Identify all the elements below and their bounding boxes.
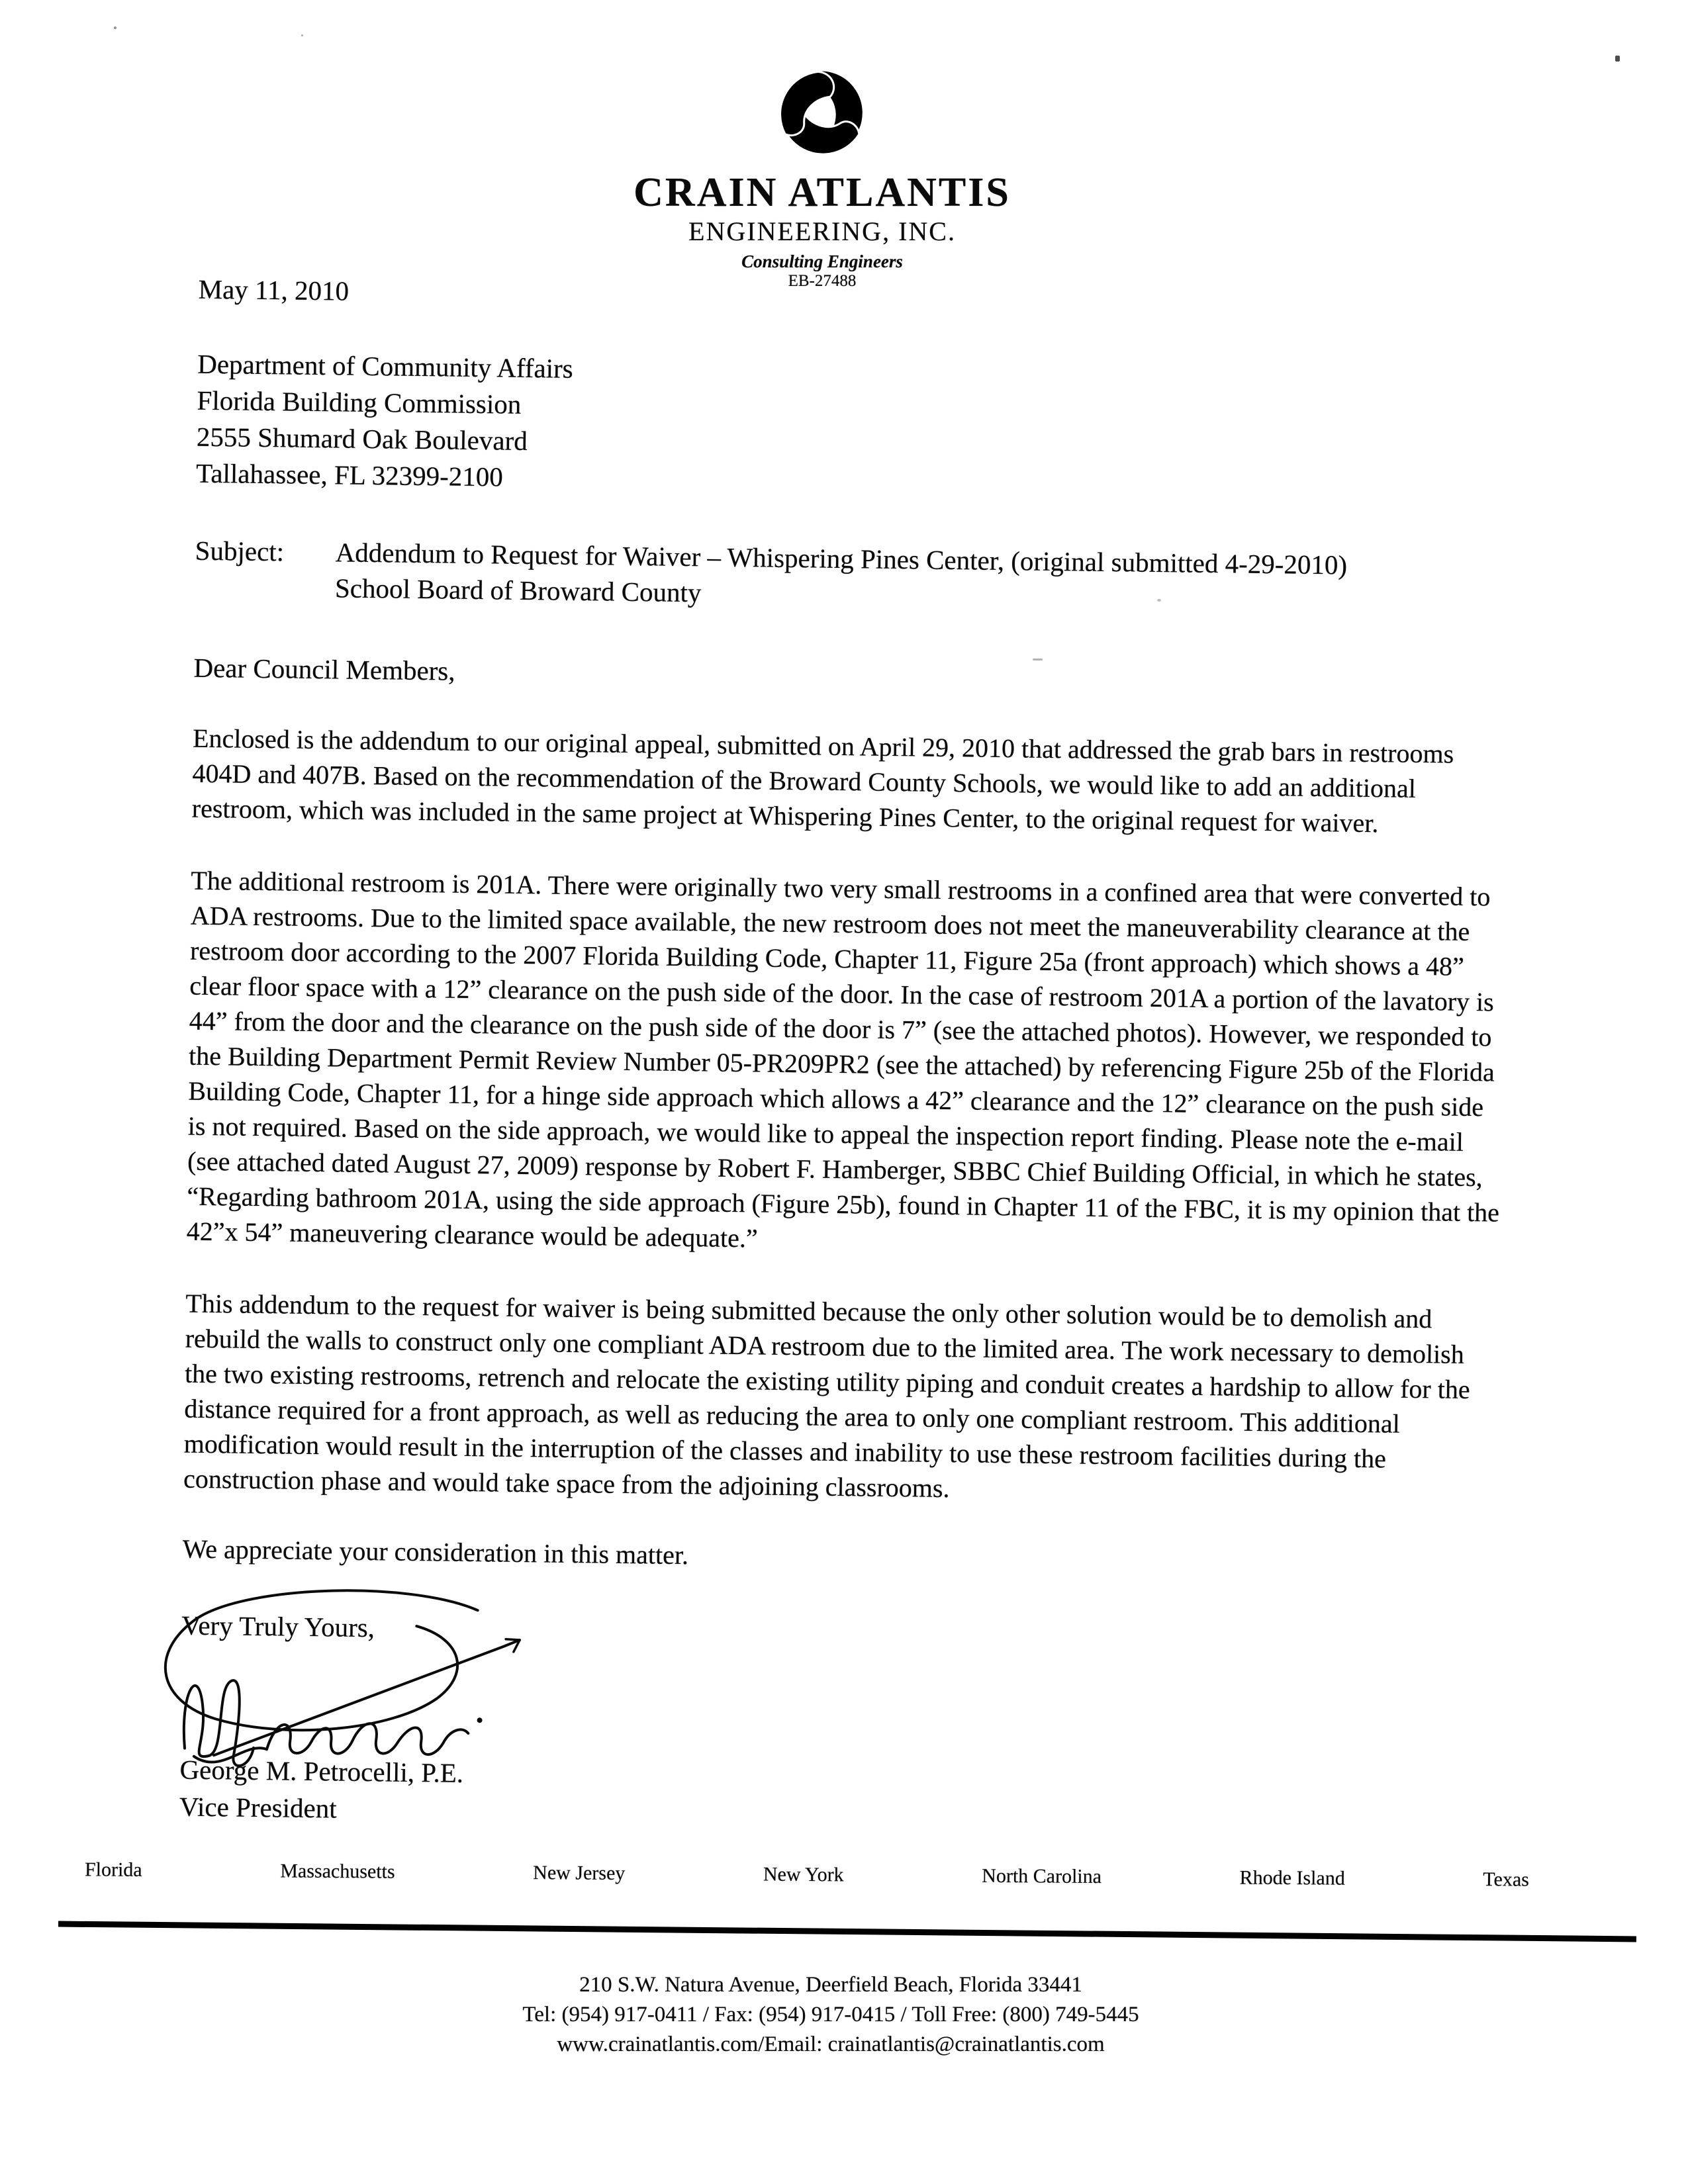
signature-block — [179, 1751, 1491, 1842]
letterhead — [167, 58, 1477, 291]
divider-rule — [58, 1921, 1636, 1942]
contact-web-line: www.crainatlantis.com/Email: crainatlantis@crainatlantis.com — [557, 2032, 1105, 2056]
date-line: May 11, 2010 — [198, 273, 350, 306]
recipient-line: Florida Building Commission — [197, 385, 522, 420]
body-paragraph-3: This addendum to the request for waiver is being submitted because the only other solution would be to demolish and rebuild the walls to construct only one compliant ADA restroom due to the limited area. The work necessary to demolish the two existing restrooms, retrench and relocate the existing utility piping and conduit creates a hardship to allow for the distance required for a front approach, as well as reducing the area to only one compliant restroom. This additional modification would result in the interruption of the classes and inability to use these restroom facilities during the construction phase and would take space from the adjoining classrooms. — [183, 1288, 1470, 1504]
footer-state: Massachusetts — [280, 1860, 395, 1883]
scan-speck — [114, 26, 117, 29]
subject-label: Subject: — [195, 535, 285, 567]
body-paragraph-1: Enclosed is the addendum to our original appeal, submitted on April 29, 2010 that addressed the grab bars in restrooms 404D and 407B. Based on the recommendation of the Broward County Schools, we would like to add an additional restroom, which was included in the same project at Whispering Pines Center, to the original request for waiver. — [191, 723, 1454, 839]
valediction — [181, 1610, 1492, 1658]
letter-content — [179, 273, 1509, 1842]
license-number: EB-27488 — [788, 272, 857, 290]
subject-row — [195, 533, 1506, 621]
recipient-line: Tallahassee, FL 32399-2100 — [195, 457, 504, 492]
scan-speck — [1615, 56, 1620, 62]
recipient-address — [196, 346, 1509, 508]
subject-line-1: Addendum to Request for Waiver – Whispering Pines Center, (original submitted 4-29-2010) — [335, 537, 1348, 580]
valediction-text: Very Truly Yours, — [181, 1610, 375, 1643]
footer-state: New York — [763, 1863, 844, 1886]
contact-block — [175, 1970, 1486, 2060]
trefoil-swirl-logo-icon — [773, 58, 872, 167]
contact-address-line: 210 S.W. Natura Avenue, Deerfield Beach, Florida 33441 — [579, 1973, 1082, 1997]
footer-state: Florida — [84, 1858, 142, 1881]
salutation: Dear Council Members, — [193, 652, 455, 686]
signer-name: George M. Petrocelli, P.E. — [179, 1754, 464, 1788]
company-subtitle: ENGINEERING, INC. — [688, 216, 956, 246]
recipient-line: 2555 Shumard Oak Boulevard — [196, 421, 528, 457]
body-paragraph-2: The additional restroom is 201A. There were originally two very small restrooms in a confined area that were converted to ADA restrooms. Due to the limited space available, the new restroom does not meet the maneuverability clearance at the restroom door according to the 2007 Florida Building Code, Chapter 11, Figure 25a (front approach) which shows a 48” clear floor space with a 12” clearance on the push side of the door. In the case of restroom 201A a portion of the lavatory is 44” from the door and the clearance on the push side of the door is 7” (see the attached photos). However, we responded to the Building Department Permit Review Number 05-PR209PR2 (see the attached) by referencing Figure 25b of the Florida Building Code, Chapter 11, for a hinge side approach which allows a 42” clearance and the 12” clearance on the push side is not required. Based on the side approach, we would like to appeal the inspection report finding. Please note the e-mail (see attached dated August 27, 2009) response by Robert F. Hamberger, SBBC Chief Building Official, in which he states, “Regarding bathroom 201A, using the side approach (Figure 25b), found in Chapter 11 of the FBC, it is my opinion that the 42”x 54” maneuvering clearance would be adequate.” — [186, 865, 1500, 1253]
closing-line: We appreciate your consideration in this matter. — [182, 1533, 689, 1570]
footer-state: New Jersey — [533, 1862, 626, 1885]
recipient-line: Department of Community Affairs — [197, 348, 573, 384]
signer-title: Vice President — [179, 1791, 337, 1824]
contact-phone-line: Tel: (954) 917-0411 / Fax: (954) 917-0415 / Toll Free: (800) 749-5445 — [522, 2003, 1139, 2026]
footer-state: Texas — [1483, 1868, 1530, 1891]
company-tagline: Consulting Engineers — [741, 251, 903, 271]
footer-state: North Carolina — [982, 1864, 1102, 1888]
footer-state: Rhode Island — [1239, 1866, 1345, 1889]
subject-line-2: School Board of Broward County — [334, 572, 702, 608]
states-bar — [85, 1858, 1529, 1891]
scan-speck — [301, 34, 303, 36]
subject-text — [335, 534, 1348, 618]
company-name: CRAIN ATLANTIS — [633, 170, 1011, 215]
